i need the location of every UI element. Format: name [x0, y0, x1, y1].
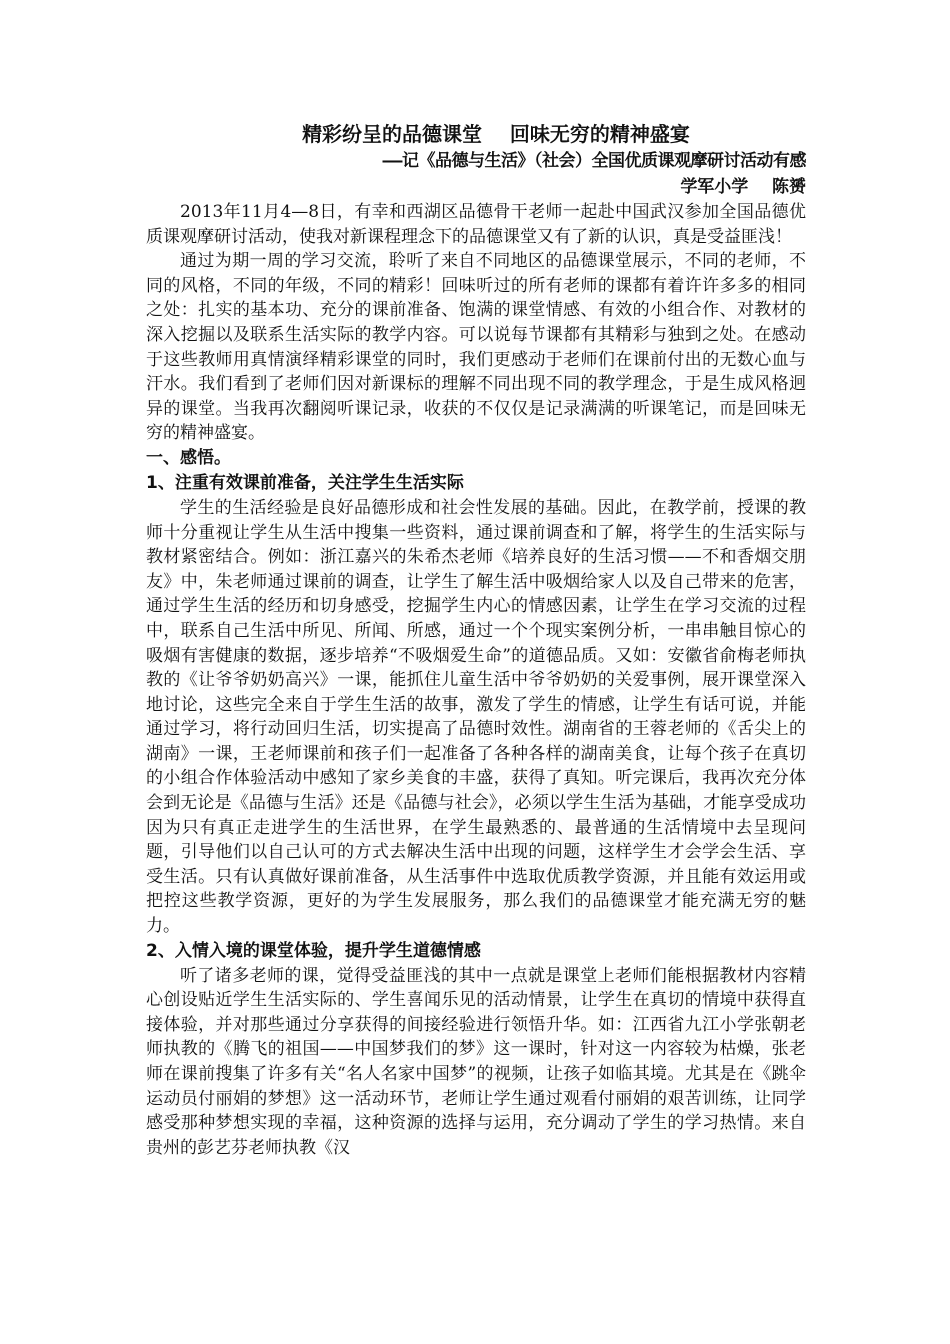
subsection-heading-1: 1、注重有效课前准备，关注学生生活实际	[146, 472, 464, 493]
author-line: 学军小学 陈赟	[680, 177, 806, 197]
document-title: 精彩纷呈的品德课堂 回味无穷的精神盛宴	[302, 122, 690, 146]
subsection-body-2: 听了诸多老师的课，觉得受益匪浅的其中一点就是课堂上老师们能根据教材内容精心创设贴近学生生活实际的、学生喜闻乐见的活动情景，让学生在真切的情境中获得直接体验，并对那些通过分享获得的间接经验进行领悟升华。如：江西省九江小学张朝老师执教的《腾飞的祖国——中国梦我们的梦》这一课时，针对这一内容较为枯燥，张老师在课前搜集了许多有关“名人名家中国梦”的视频，让孩子如临其境。尤其是在《跳伞运动员付丽娟的梦想》这一活动环节，老师让学生通过观看付丽娟的艰苦训练，让同学感受那种梦想实现的幸福，这种资源的选择与运用，充分调动了学生的学习热情。来自贵州的彭艺芬老师执教《汉	[146, 965, 806, 1158]
subsection-body-1: 学生的生活经验是良好品德形成和社会性发展的基础。因此，在教学前，授课的教师十分重视让学生从生活中搜集一些资料，通过课前调查和了解，将学生的生活实际与教材紧密结合。例如：浙江嘉兴的朱希杰老师《培养良好的生活习惯——不和香烟交朋友》中，朱老师通过课前的调查，让学生了解生活中吸烟给家人以及自己带来的危害，通过学生生活的经历和切身感受，挖掘学生内心的情感因素，让学生在学习交流的过程中，联系自己生活中所见、所闻、所感，通过一个个现实案例分析，一串串触目惊心的吸烟有害健康的数据，逐步培养“不吸烟爱生命”的道德品质。又如：安徽省俞梅老师执教的《让爷爷奶奶高兴》一课，能抓住儿童生活中爷爷奶奶的关爱事例，展开课堂深入地讨论，这些完全来自于学生生活的故事，激发了学生的情感，让学生有话可说，并能通过学习，将行动回归生活，切实提高了品德时效性。湖南省的王蓉老师的《舌尖上的湖南》一课，王老师课前和孩子们一起准备了各种各样的湖南美食，让每个孩子在真切的小组合作体验活动中感知了家乡美食的丰盛，获得了真知。听完课后，我再次充分体会到无论是《品德与生活》还是《品德与社会》，必须以学生生活为基础，才能享受成功因为只有真正走进学生的生活世界，在学生最熟悉的、最普通的生活情境中去呈现问题，引导他们以自己认可的方式去解决生活中出现的问题，这样学生才会学会生活、享受生活。只有认真做好课前准备，从生活事件中选取优质教学资源，并且能有效运用或把控这些教学资源，更好的为学生发展服务，那么我们的品德课堂才能充满无穷的魅力。	[146, 497, 806, 937]
intro-paragraph-2: 通过为期一周的学习交流，聆听了来自不同地区的品德课堂展示，不同的老师，不同的风格，不同的年级，不同的精彩！回味听过的所有老师的课都有着许许多多的相同之处：扎实的基本功、充分的课前准备、饱满的课堂情感、有效的小组合作、对教材的深入挖掘以及联系生活实际的教学内容。可以说每节课都有其精彩与独到之处。在感动于这些教师用真情演绎精彩课堂的同时，我们更感动于老师们在课前付出的无数心血与汗水。我们看到了老师们因对新课标的理解不同出现不同的教学理念，于是生成风格迥异的课堂。当我再次翻阅听课记录，收获的不仅仅是记录满满的听课笔记，而是回味无穷的精神盛宴。	[146, 251, 806, 444]
intro-paragraph-1: 2013年11月4—8日，有幸和西湖区品德骨干老师一起赴中国武汉参加全国品德优质课观摩研讨活动，使我对新课程理念下的品德课堂又有了新的认识，真是受益匪浅！	[146, 202, 806, 247]
document-subtitle: ——记《品德与生活》（社会）全国优质课观摩研讨活动有感	[382, 151, 806, 171]
subsection-heading-2: 2、入情入境的课堂体验，提升学生道德情感	[146, 940, 481, 961]
document-page	[146, 120, 806, 1160]
section-heading-1: 一、感悟。	[146, 447, 231, 468]
